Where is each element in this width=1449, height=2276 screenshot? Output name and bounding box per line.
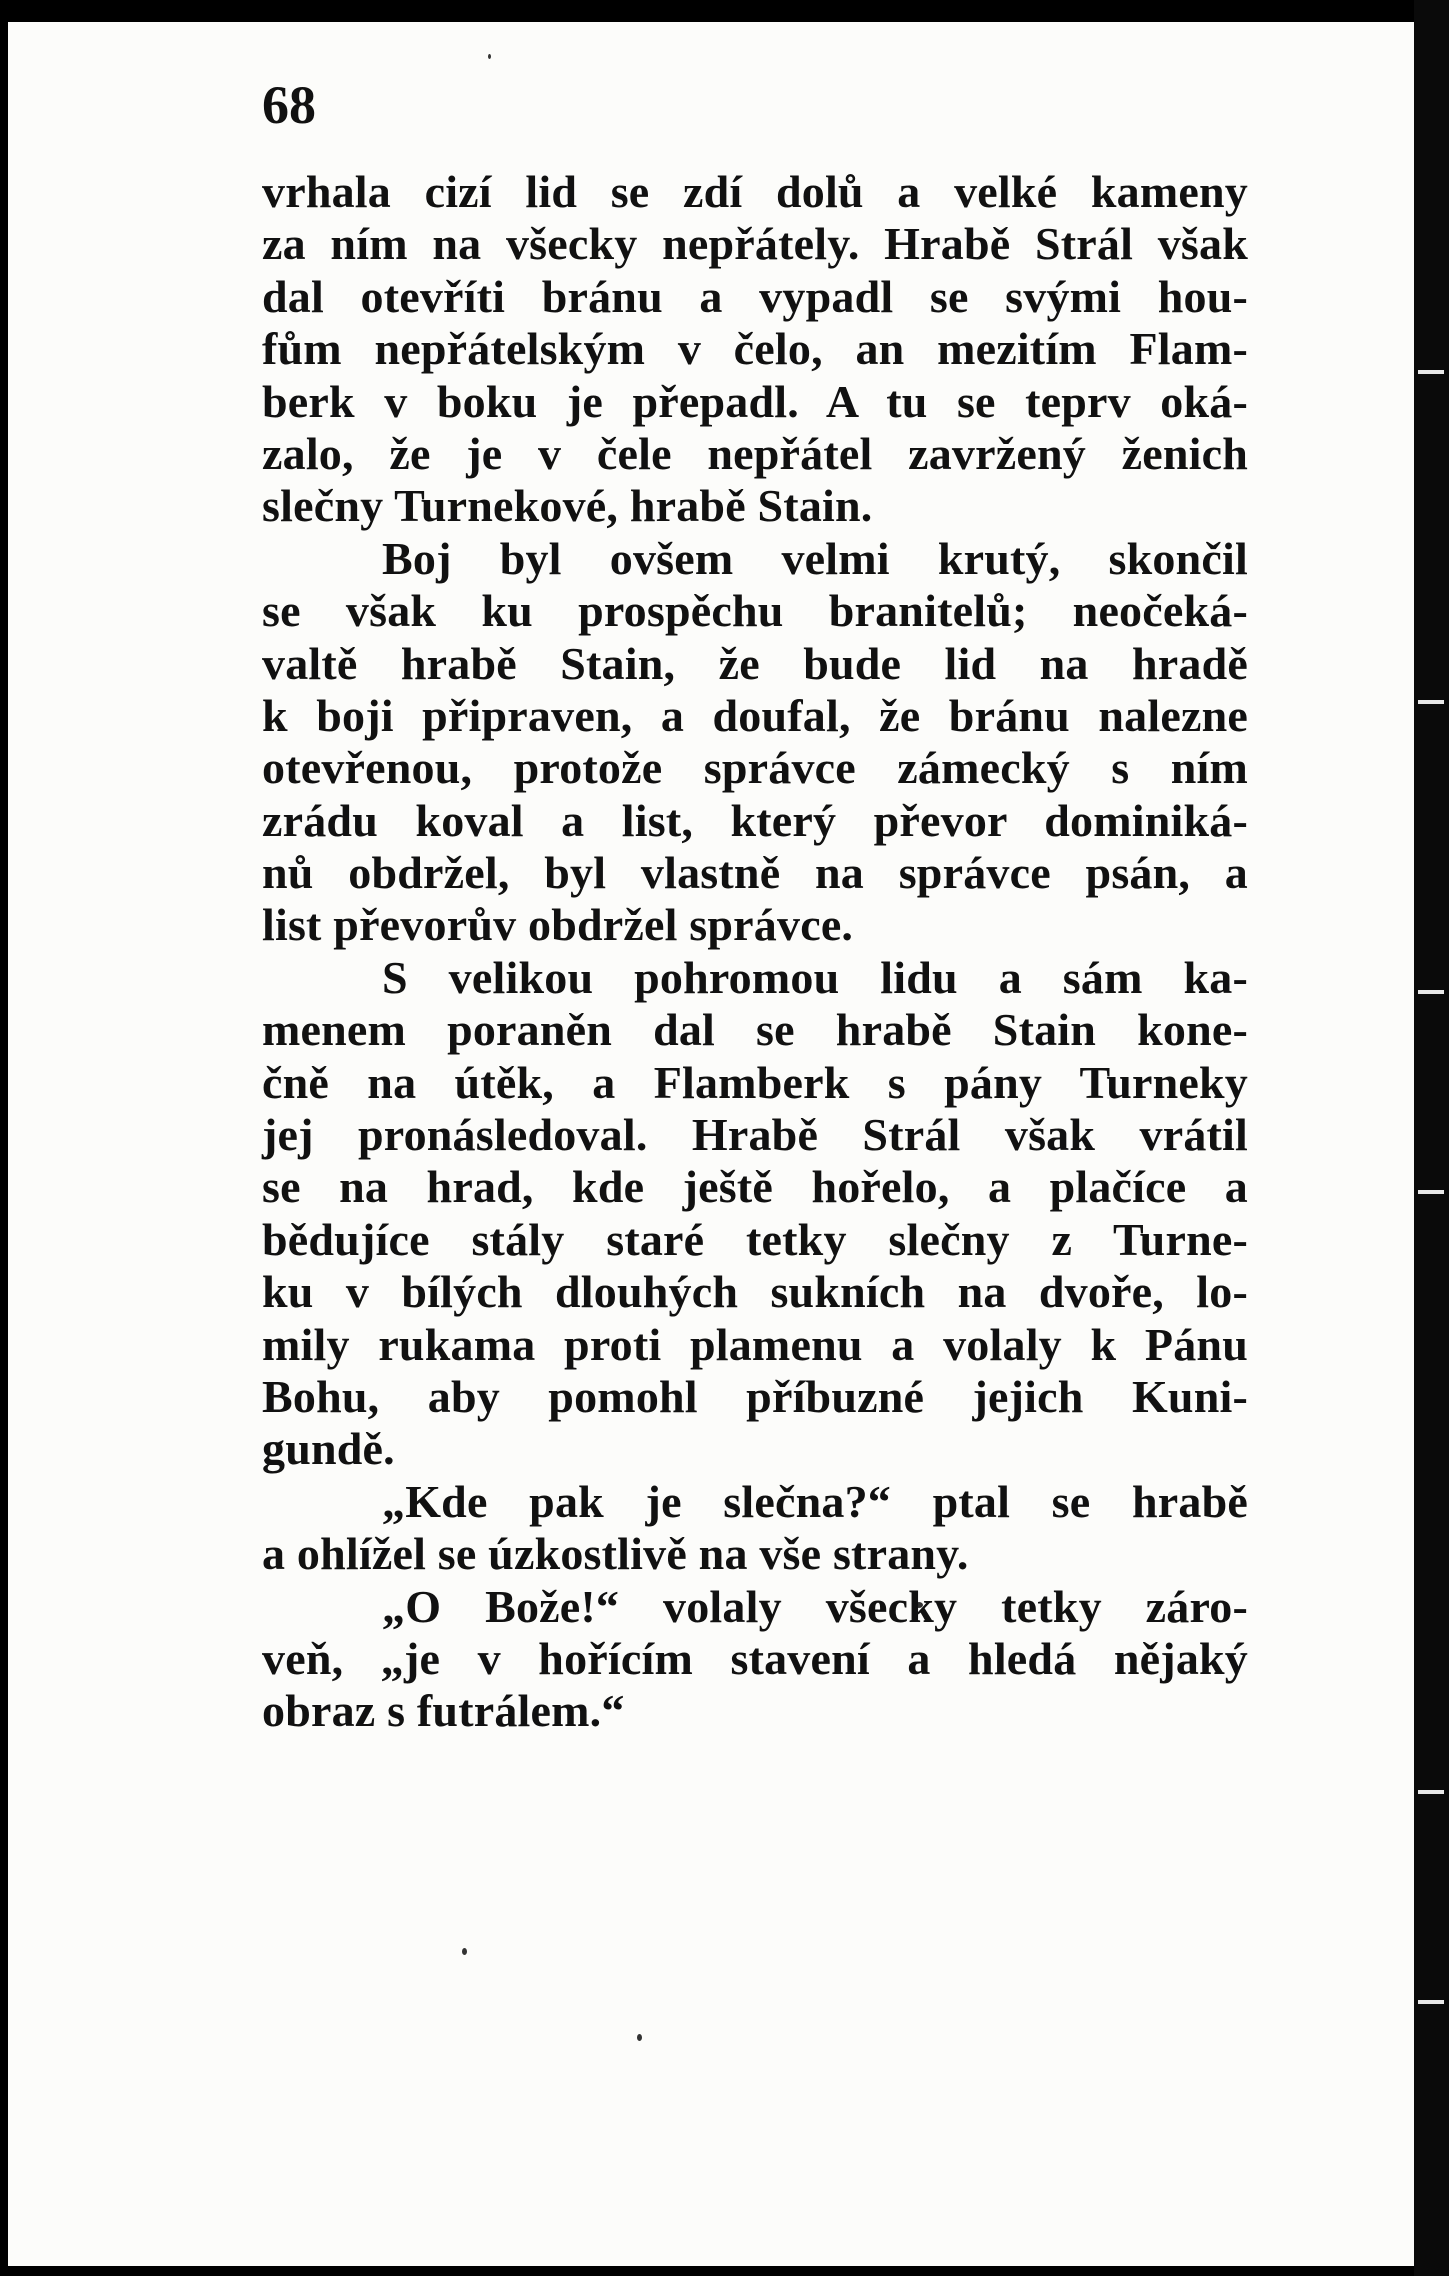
text-line: „Kde pak je slečna?“ ptal se hrabě: [382, 1475, 1248, 1527]
text-line: dal otevříti bránu a vypadl se svými hou-: [262, 270, 1248, 322]
text-line: otevřenou, protože správce zámecký s ním: [262, 742, 1248, 794]
text-line: fům nepřátelským v čelo, an mezitím Flam-: [262, 323, 1248, 375]
text-line: bědujíce stály staré tetky slečny z Turne-: [262, 1213, 1248, 1265]
body-text: [262, 166, 1248, 1738]
text-line: „O Bože!“ volaly všecky tetky záro-: [382, 1580, 1248, 1632]
text-line: zalo, že je v čele nepřátel zavržený ženich: [262, 427, 1248, 479]
edge-mark: [1418, 700, 1444, 704]
text-line: zrádu koval a list, který převor dominiká-: [262, 794, 1248, 846]
text-line: a ohlížel se úzkostlivě na vše strany.: [262, 1528, 969, 1580]
text-line: Boj byl ovšem velmi krutý, skončil: [382, 532, 1248, 584]
text-line: ku v bílých dlouhých sukních na dvoře, lo-: [262, 1266, 1248, 1318]
ink-speck: [637, 2034, 642, 2041]
text-line: mily rukama proti plamenu a volaly k Pánu: [262, 1318, 1248, 1370]
page-number: 68: [262, 75, 316, 135]
text-line: gundě.: [262, 1423, 395, 1475]
text-line: S velikou pohromou lidu a sám ka-: [382, 951, 1248, 1003]
text-line: za ním na všecky nepřátely. Hrabě Strál však: [262, 218, 1248, 270]
text-line: berk v boku je přepadl. A tu se teprv oká-: [262, 375, 1248, 427]
text-line: valtě hrabě Stain, že bude lid na hradě: [262, 637, 1248, 689]
edge-mark: [1418, 990, 1444, 994]
text-line: se na hrad, kde ještě hořelo, a plačíce a: [262, 1161, 1248, 1213]
edge-mark: [1418, 2000, 1444, 2004]
text-line: slečny Turnekové, hrabě Stain.: [262, 480, 873, 532]
text-line: veň, „je v hořícím stavení a hledá nějaký: [262, 1632, 1248, 1684]
text-line: Bohu, aby pomohl příbuzné jejich Kuni-: [262, 1370, 1248, 1422]
text-line: jej pronásledoval. Hrabě Strál však vrátil: [262, 1109, 1248, 1161]
text-line: se však ku prospěchu branitelů; neočeká-: [262, 585, 1248, 637]
text-line: nů obdržel, byl vlastně na správce psán, a: [262, 847, 1248, 899]
text-line: menem poraněn dal se hrabě Stain kone-: [262, 1004, 1248, 1056]
text-line: vrhala cizí lid se zdí dolů a velké kameny: [262, 166, 1248, 217]
text-line: obraz s futrálem.“: [262, 1685, 625, 1737]
text-line: čně na útěk, a Flamberk s pány Turneky: [262, 1056, 1248, 1108]
ink-speck: [462, 1948, 467, 1955]
edge-mark: [1418, 370, 1444, 374]
text-line: list převorův obdržel správce.: [262, 899, 854, 951]
page-edge-strip: [1414, 0, 1449, 2276]
ink-speck: [488, 54, 491, 59]
edge-mark: [1418, 1190, 1444, 1194]
text-line: k boji připraven, a doufal, že bránu nalezne: [262, 689, 1248, 741]
edge-mark: [1418, 1790, 1444, 1794]
